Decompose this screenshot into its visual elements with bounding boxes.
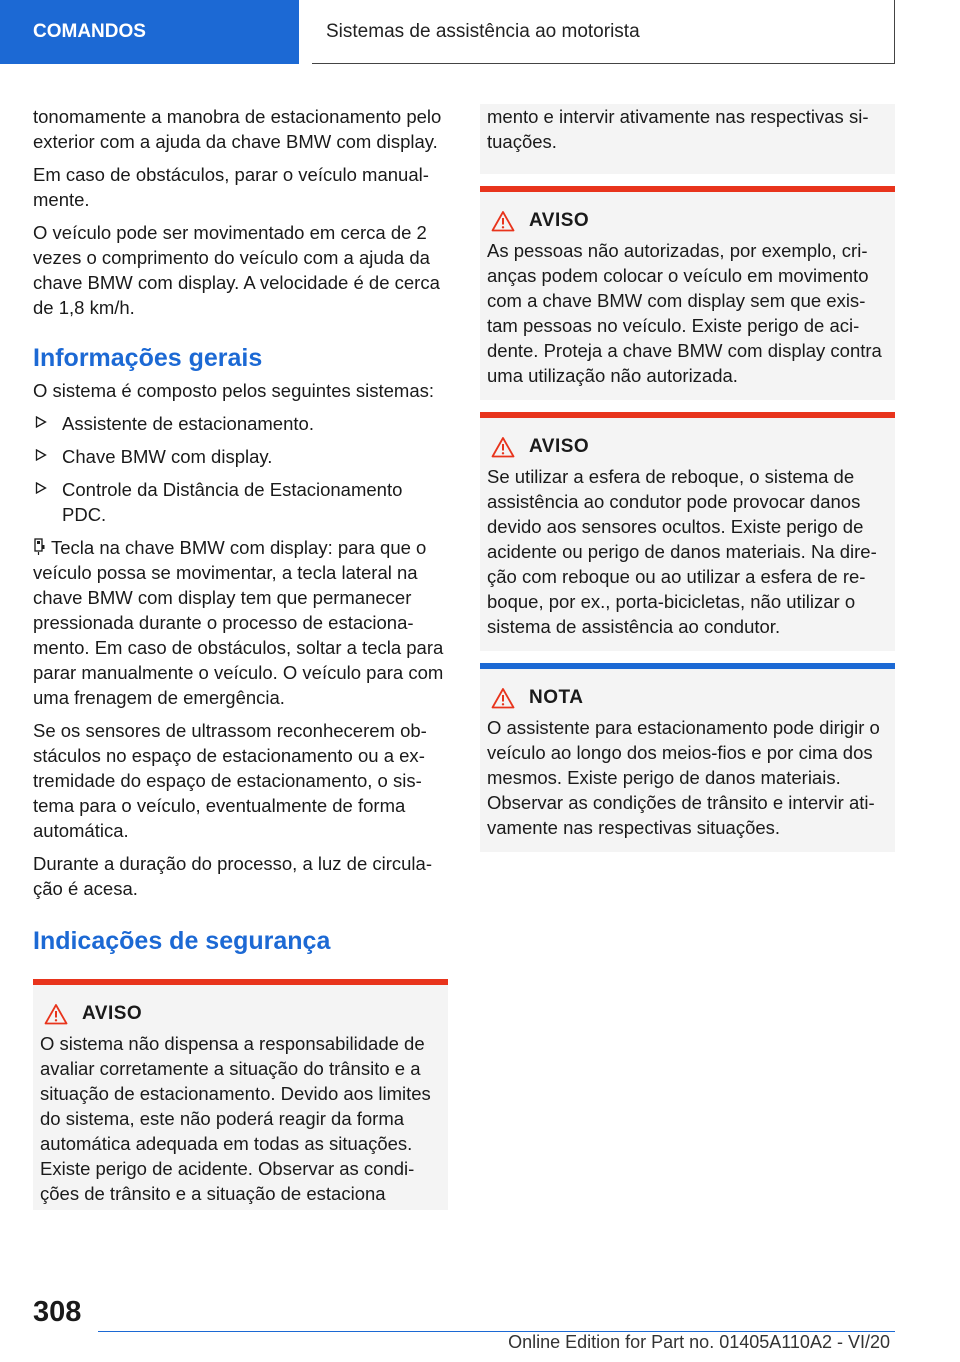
intro-paragraph-1: tonomamente a manobra de estacionamento pelo exterior com a ajuda da chave BMW com display. (33, 106, 442, 152)
callout-text: O assistente para estacionamento pode dirigir o veículo ao longo dos meios-fios e por cima dos mesmos. Existe perigo de danos materiais. Observar as condições de trânsito e intervir ativamente nas respectivas situações. (487, 717, 880, 838)
callout-title: AVISO (529, 436, 590, 457)
warning-callout (33, 979, 448, 1210)
warning-triangle-icon (44, 1003, 68, 1025)
key-button-icon (33, 538, 45, 556)
lights-paragraph: Durante a duração do processo, a luz de circulação é acesa. (33, 853, 433, 899)
callout-title: AVISO (82, 1003, 143, 1024)
chapter-header (312, 0, 895, 64)
warning-triangle-icon (491, 210, 515, 232)
callout-header (487, 210, 887, 232)
list-item-text: Chave BMW com display. (62, 446, 273, 467)
general-intro: O sistema é composto pelos seguintes sistemas: (33, 380, 435, 401)
triangle-right-icon (35, 449, 47, 461)
warning-triangle-icon (491, 687, 515, 709)
list-item (33, 477, 448, 527)
triangle-right-icon (35, 482, 47, 494)
warning-triangle-icon (491, 436, 515, 458)
right-column (480, 104, 895, 864)
list-item-text: Controle da Distância de Estacionamento PDC. (62, 479, 403, 525)
heading-safety: Indicações de segurança (33, 927, 331, 955)
key-paragraph (33, 535, 448, 710)
callout-header (487, 687, 887, 709)
chapter-title: Sistemas de assistência ao motorista (326, 20, 640, 42)
triangle-right-icon (35, 416, 47, 428)
key-text: Tecla na chave BMW com display: para que o veículo possa se movimentar, a tecla lateral na chave BMW com display tem que permanecer pressionada durante o processo de estacionamento. Em caso de obstáculos, soltar a tecla para parar manualmente o veículo. O veículo para com uma frenagem de emergência. (33, 537, 444, 708)
list-item-text: Assistente de estacionamento. (62, 413, 314, 434)
callout-text: O sistema não dispensa a responsabilidade de avaliar corretamente a situação do trânsito e a situação de estacionamento. Devido aos limites do sistema, este não poderá reagir da forma automática adequada em todas as situações. Existe perigo de acidente. Observar as condições de trânsito e a situação de estaciona (40, 1033, 431, 1204)
callout-header (40, 1003, 440, 1025)
section-tab (0, 0, 299, 64)
intro-paragraph-2: Em caso de obstáculos, parar o veículo manualmente. (33, 164, 429, 210)
note-callout (480, 663, 895, 852)
intro-paragraph-3: O veículo pode ser movimentado em cerca de 2 vezes o comprimento do veículo com a ajuda da chave BMW com display. A velocidade é de cerca de 1,8 km/h. (33, 222, 440, 318)
list-item (33, 444, 448, 469)
warning-callout (480, 412, 895, 651)
heading-general-info: Informações gerais (33, 344, 263, 372)
callout-continuation (480, 104, 895, 174)
page-number: 308 (33, 1296, 82, 1328)
callout-text: Se utilizar a esfera de reboque, o sistema de assistência ao condutor pode provocar danos devido aos sensores ocultos. Existe perigo de acidente ou perigo de danos materiais. Na direção com reboque ou ao utilizar a esfera de reboque, por ex., porta-bicicletas, não utilizar o sistema de assistência ao condutor. (487, 466, 877, 637)
warning-callout (480, 186, 895, 400)
sensors-paragraph: Se os sensores de ultrassom reconhecerem obstáculos no espaço de estacionamento ou a extremidade do espaço de estacionamento, o sistema para o veículo, eventualmente de forma automática. (33, 720, 427, 841)
left-column (33, 104, 448, 1222)
continuation-text: mento e intervir ativamente nas respectivas situações. (487, 106, 869, 152)
section-title: COMANDOS (33, 21, 146, 42)
callout-title: NOTA (529, 687, 584, 708)
callout-title: AVISO (529, 210, 590, 231)
list-item (33, 411, 448, 436)
edition-footer: Online Edition for Part no. 01405A110A2 - VI/20 (508, 1332, 890, 1352)
callout-header (487, 436, 887, 458)
callout-text: As pessoas não autorizadas, por exemplo, crianças podem colocar o veículo em movimento com a chave BMW com display sem que existam pessoas no veículo. Existe perigo de acidente. Proteja a chave BMW com display contra uma utilização não autorizada. (487, 240, 882, 386)
system-list (33, 411, 448, 527)
